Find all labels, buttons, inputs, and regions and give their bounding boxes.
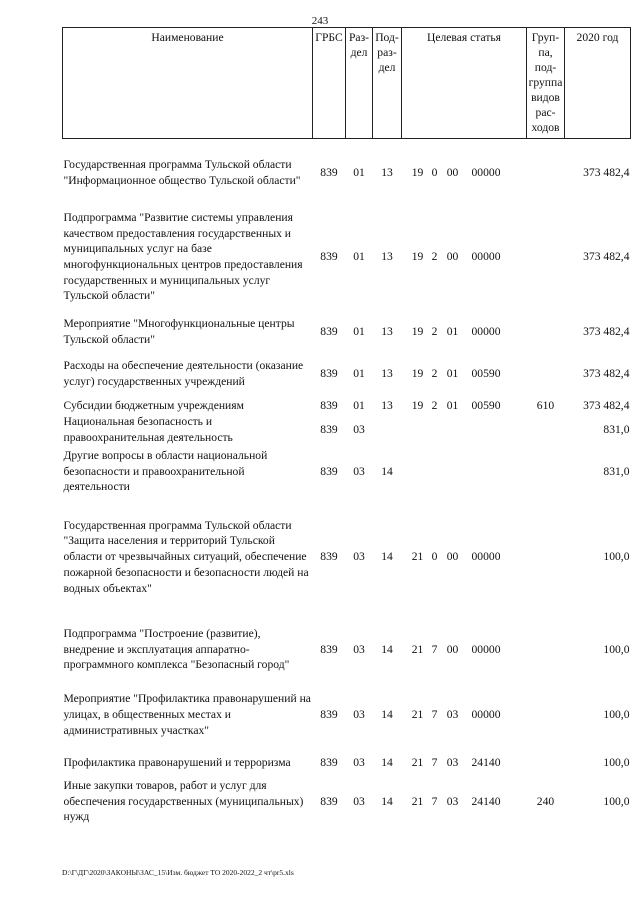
header-target-article: Целевая статья [402,28,527,139]
table-row [63,778,631,825]
row-amount-2020: 373 482,4 [583,250,630,264]
row-name: Расходы на обеспечение деятельности (оказание услуг) государственных учреждений [63,359,304,388]
row-podrazdel: 14 [381,642,393,656]
header-razdel: Раз- дел [346,28,373,139]
row-expense-group [527,414,565,446]
row-target-article [402,350,527,398]
row-target-article [402,208,527,306]
target-article-part: 24140 [471,756,501,770]
target-article-part: 19 [411,367,424,381]
row-amount-2020: 831,0 [603,423,630,437]
table-body [63,139,631,826]
row-grbs: 839 [320,250,338,264]
row-spacer [63,139,631,148]
table-header [63,28,631,139]
row-target-article [402,505,527,609]
row-expense-group [527,748,565,778]
row-name: Иные закупки товаров, работ и услуг для обеспечения государственных (муниципальных) нужд [63,779,304,824]
table-row [63,208,631,306]
row-razdel: 01 [353,165,365,179]
row-name: Мероприятие "Профилактика правонарушений на улицах, в общественных местах и административных участках" [63,692,311,737]
row-grbs: 839 [320,399,338,413]
target-article-part: 24140 [471,794,501,808]
target-article-parts [402,165,527,181]
row-razdel: 01 [353,250,365,264]
row-expense-group: 240 [536,794,555,808]
row-amount-2020: 373 482,4 [583,165,630,179]
row-podrazdel: 13 [381,250,393,264]
target-article-part: 00000 [471,165,501,179]
target-article-part: 00000 [471,550,501,564]
row-podrazdel: 13 [381,399,393,413]
row-amount-2020: 373 482,4 [583,325,630,339]
table-row [63,414,631,446]
target-article-part: 0 [431,165,438,179]
row-podrazdel: 13 [381,165,393,179]
target-article-part: 01 [446,325,459,339]
row-grbs: 839 [320,642,338,656]
target-article-part: 00000 [471,250,501,264]
row-expense-group [527,617,565,682]
row-amount-2020: 100,0 [603,550,630,564]
target-article-parts [402,707,527,723]
target-article-part: 19 [411,250,424,264]
table-row [63,505,631,609]
header-podrazdel: Под- раз- дел [373,28,402,139]
target-article-part: 03 [446,794,459,808]
target-article-part: 21 [411,708,424,722]
target-article-part: 7 [431,756,438,770]
row-grbs: 839 [320,367,338,381]
row-spacer-cell [63,609,631,617]
target-article-part: 00 [446,642,459,656]
target-article-parts [402,794,527,810]
target-article-part: 7 [431,642,438,656]
target-article-part: 19 [411,399,424,413]
file-path-footer: D:\Г\ДГ\2020\ЗАКОНЫ\ЗАС_15\Изм. бюджет ТО 2020-2022_2 чт\pr5.xls [62,868,294,877]
row-target-article [402,147,527,198]
row-expense-group [527,208,565,306]
target-article-part: 2 [431,399,438,413]
row-amount-2020: 100,0 [603,756,630,770]
row-grbs: 839 [320,325,338,339]
target-article-part: 00 [446,250,459,264]
target-article-part: 00000 [471,642,501,656]
target-article-part: 19 [411,325,424,339]
row-razdel: 01 [353,325,365,339]
target-article-part: 03 [446,756,459,770]
target-article-part: 00 [446,165,459,179]
row-podrazdel: 14 [381,550,393,564]
row-razdel: 03 [353,708,365,722]
row-razdel: 03 [353,423,365,437]
table-row [63,748,631,778]
row-target-article [402,748,527,778]
table-row [63,682,631,748]
target-article-part: 7 [431,708,438,722]
row-expense-group [527,314,565,350]
target-article-part: 7 [431,794,438,808]
row-razdel: 01 [353,367,365,381]
row-expense-group [527,446,565,497]
row-amount-2020: 100,0 [603,708,630,722]
target-article-part: 00590 [471,399,501,413]
table-row [63,398,631,414]
table-row [63,617,631,682]
budget-table [62,27,631,825]
table-row [63,350,631,398]
row-amount-2020: 100,0 [603,642,630,656]
row-target-article [402,617,527,682]
budget-table-sheet [62,27,630,825]
row-podrazdel: 14 [381,794,393,808]
row-expense-group: 610 [536,399,555,413]
row-target-article [402,314,527,350]
row-name: Национальная безопасность и правоохранительная деятельность [63,415,233,444]
row-name: Подпрограмма "Развитие системы управления качеством предоставления государственных и муниципальных услуг на базе многофункциональных центров предоставления государственных и муниципальных услуг Тульской области" [63,210,303,303]
row-spacer-cell [63,139,631,148]
row-podrazdel: 13 [381,325,393,339]
row-amount-2020: 100,0 [603,794,630,808]
target-article-parts [402,249,527,265]
target-article-part: 00 [446,550,459,564]
row-target-article [402,414,527,446]
row-name: Подпрограмма "Построение (развитие), внедрение и эксплуатация аппаратно-программного комплекса "Безопасный город" [63,626,290,672]
row-expense-group [527,682,565,748]
target-article-part: 21 [411,756,424,770]
row-name: Субсидии бюджетным учреждениям [63,399,244,413]
target-article-part: 01 [446,399,459,413]
row-razdel: 03 [353,794,365,808]
row-name: Мероприятие "Многофункциональные центры Тульской области" [63,317,295,346]
header-name: Наименование [63,28,313,139]
row-podrazdel [373,414,402,446]
target-article-part: 00000 [471,708,501,722]
target-article-part: 2 [431,367,438,381]
target-article-part: 01 [446,367,459,381]
table-row [63,314,631,350]
target-article-parts [402,755,527,771]
target-article-part: 2 [431,325,438,339]
target-article-part: 00000 [471,325,501,339]
target-article-parts [402,398,527,414]
target-article-part: 21 [411,794,424,808]
row-target-article [402,682,527,748]
row-expense-group [527,350,565,398]
row-razdel: 03 [353,756,365,770]
row-target-article [402,778,527,825]
target-article-part: 03 [446,708,459,722]
target-article-parts [402,642,527,658]
target-article-part: 19 [411,165,424,179]
row-grbs: 839 [320,550,338,564]
row-target-article [402,398,527,414]
row-podrazdel: 14 [381,756,393,770]
row-name: Профилактика правонарушений и терроризма [63,756,291,770]
row-name: Другие вопросы в области национальной безопасности и правоохранительной деятельности [63,448,268,494]
row-target-article [402,446,527,497]
row-grbs: 839 [320,756,338,770]
row-razdel: 01 [353,399,365,413]
target-article-parts [402,549,527,565]
row-razdel: 03 [353,642,365,656]
row-amount-2020: 373 482,4 [583,367,630,381]
target-article-part: 00590 [471,367,501,381]
row-spacer [63,198,631,208]
row-grbs: 839 [320,464,338,478]
target-article-part: 2 [431,250,438,264]
page-number: 243 [311,15,329,27]
target-article-part: 21 [411,550,424,564]
row-expense-group [527,147,565,198]
table-row [63,446,631,497]
row-spacer-cell [63,497,631,505]
row-spacer-cell [63,198,631,208]
row-grbs: 839 [320,165,338,179]
row-podrazdel: 14 [381,464,393,478]
row-amount-2020: 831,0 [603,464,630,478]
target-article-part: 0 [431,550,438,564]
row-expense-group [527,505,565,609]
row-spacer [63,306,631,314]
row-grbs: 839 [320,708,338,722]
target-article-parts [402,366,527,382]
header-expense-group: Груп- па, под- группа видов рас- ходов [527,28,565,139]
target-article-parts [402,324,527,340]
row-name: Государственная программа Тульской области "Информационное общество Тульской области" [63,157,301,187]
row-grbs: 839 [320,794,338,808]
row-podrazdel: 14 [381,708,393,722]
row-spacer [63,609,631,617]
table-row [63,147,631,198]
header-grbs: ГРБС [313,28,346,139]
row-name: Государственная программа Тульской области "Защита населения и территорий Тульской области от чрезвычайных ситуаций, обеспечение пожарной безопасности и безопасности людей на водных объектах" [63,518,309,595]
row-grbs: 839 [320,423,338,437]
header-year: 2020 год [565,28,631,139]
row-razdel: 03 [353,550,365,564]
row-podrazdel: 13 [381,367,393,381]
row-amount-2020: 373 482,4 [583,399,630,413]
row-spacer [63,497,631,505]
target-article-part: 21 [411,642,424,656]
row-razdel: 03 [353,464,365,478]
row-spacer-cell [63,306,631,314]
